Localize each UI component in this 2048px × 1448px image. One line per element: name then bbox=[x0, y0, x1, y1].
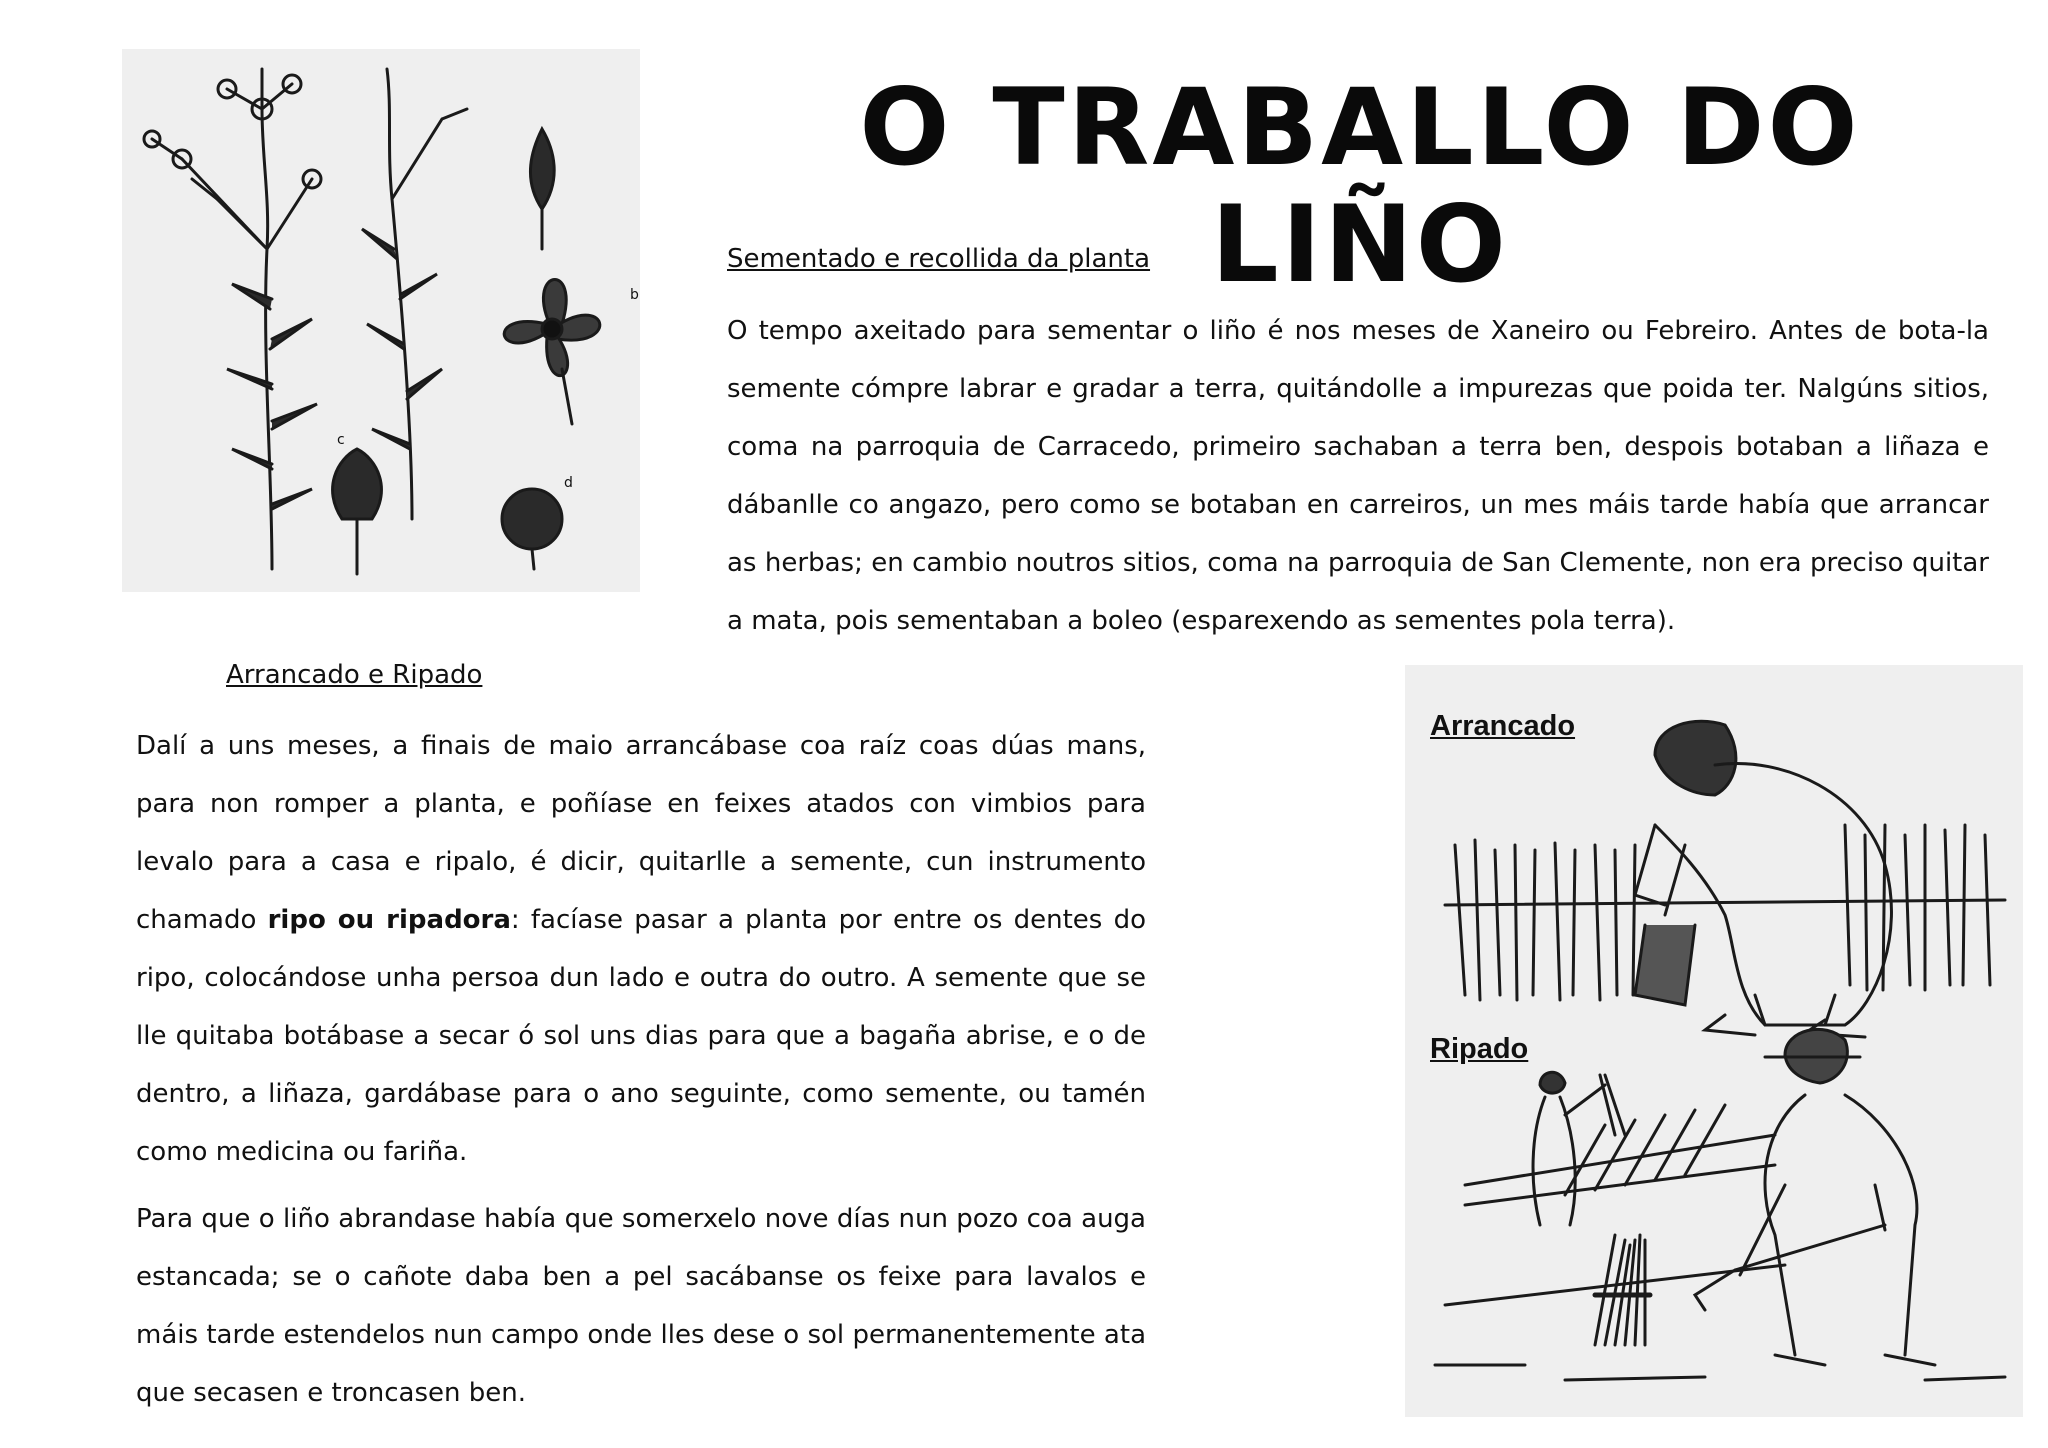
arrancado-paragraph-1 bbox=[136, 717, 1146, 1181]
section-heading-arrancado: Arrancado e Ripado bbox=[226, 660, 483, 690]
label-c: c bbox=[337, 432, 345, 448]
arrancado-ripado-illustration bbox=[1405, 665, 2023, 1417]
section-heading-sementado: Sementado e recollida da planta bbox=[727, 244, 1151, 274]
arrancado-label: Arrancado bbox=[1430, 710, 1576, 742]
sementado-paragraph: O tempo axeitado para sementar o liño é nos meses de Xaneiro ou Febreiro. Antes de bota-la semente cómpre labrar e gradar a terra, quitándolle a impurezas que poida ter. Nalgúns sitios, coma na parroquia de Carracedo, primeiro sachaban a terra ben, despois botaban a liñaza e dábanlle co angazo, pero como se botaban en carreiros, un mes máis tarde había que arrancar as herbas; en cambio noutros sitios, coma na parroquia de San Clemente, non era preciso quitar a mata, pois sementaban a boleo (esparexendo as sementes pola terra). bbox=[727, 316, 1989, 636]
arrancado-text-1: Dalí a uns meses, a finais de maio arrancábase coa raíz coas dúas mans, para non romper a planta, e poñíase en feixes atados con vimbios para levalo para a casa e ripalo, é dicir, quitarlle a semente, cun instrumento chamado bbox=[136, 731, 1146, 935]
ripado-label: Ripado bbox=[1430, 1033, 1529, 1065]
ripo-term: ripo ou ripadora bbox=[267, 905, 511, 935]
arrancado-paragraph-2: Para que o liño abrandase había que somerxelo nove días nun pozo coa auga estancada; se o cañote daba ben a pel sacábanse os feixe para lavalos e máis tarde estendelos nun campo onde lles dese o sol permanentemente ata que secasen e troncasen ben. bbox=[136, 1204, 1146, 1408]
page-title: O TRABALLO DO LIÑO bbox=[859, 66, 1861, 306]
label-b: b bbox=[630, 287, 639, 303]
arrancado-text-2: : facíase pasar a planta por entre os dentes do ripo, colocándose unha persoa dun lado e outra do outro. A semente que se lle quitaba botábase a secar ó sol uns dias para que a bagaña abrise, e o de dentro, a liñaza, gardábase para o ano seguinte, como semente, ou tamén como medicina ou fariña. bbox=[136, 905, 1146, 1167]
flax-plant-drawing bbox=[122, 49, 640, 592]
flax-plant-illustration bbox=[122, 49, 640, 592]
label-d: d bbox=[564, 475, 573, 491]
